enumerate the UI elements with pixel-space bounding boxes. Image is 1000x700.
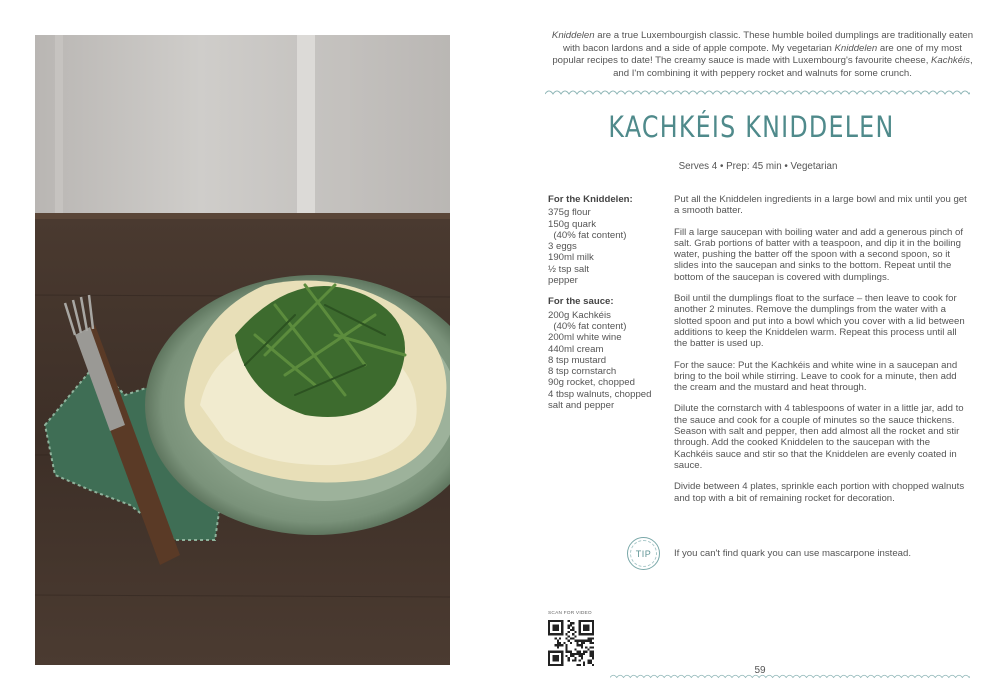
method-step: Put all the Kniddelen ingredients in a large bowl and mix until you get a smooth batter. — [674, 194, 967, 217]
ingredient-item: 8 tsp mustard — [548, 354, 607, 366]
recipe-title: KACHKÉIS KNIDDELEN — [608, 110, 895, 144]
ingredients-list-sauce — [548, 310, 658, 412]
ingredient-item: 190ml milk — [548, 252, 594, 264]
wave-divider-bottom — [610, 673, 970, 679]
method-step: Boil until the dumplings float to the surface – then leave to cook for another 2 minutes. Remove the dumplings from the water with a slotted spoon and put into a bowl which you cover with a lid between additions to keep the Kniddelen warm. Repeat this process until all the batter is used up. — [674, 293, 965, 350]
ingredient-item: 200g Kachkéis — [548, 309, 611, 321]
recipe-meta: Serves 4 • Prep: 45 min • Vegetarian — [678, 161, 838, 172]
method-step: Fill a large saucepan with boiling water and add a generous pinch of salt. Grab portions of batter with a teaspoon, and dip it in the boiling water, pushing the batter off the spoon with a second spoon, so it slides into the saucepan and sinks to the bottom. Repeat until the bottom of the saucepan is covered with dumplings. — [674, 226, 964, 283]
method-step: Divide between 4 plates, sprinkle each portion with chopped walnuts and top with a bit of remaining rocket for decoration. — [674, 481, 965, 504]
tip-badge-label: TIP — [635, 548, 652, 559]
intro-italic: Kachkéis — [931, 55, 970, 67]
qr-code[interactable] — [548, 620, 594, 666]
recipe-page — [500, 0, 1000, 700]
method-step: For the sauce: Put the Kachkéis and white wine in a saucepan and bring to the boil while stirring. Leave to cook for a minute, then add the cream and the mustard and heat through. — [674, 359, 958, 394]
ingredient-item: (40% fat content) — [548, 229, 627, 241]
ingredient-item: (40% fat content) — [548, 320, 627, 332]
intro-text: are a true Luxembourgish classic. These humble boiled dumplings are traditionally eaten with bacon lardons and a side of apple compote. My vegetarian — [563, 30, 974, 54]
intro-text: , and I'm combining it with peppery rocket and walnuts for some crunch. — [613, 55, 973, 79]
scan-label: SCAN FOR VIDEO — [548, 611, 592, 616]
ingredients-heading-kniddelen: For the Kniddelen: — [548, 194, 633, 205]
ingredient-item: salt and pepper — [548, 400, 615, 412]
intro-italic: Kniddelen — [834, 42, 878, 54]
ingredient-item: 8 tsp cornstarch — [548, 366, 617, 378]
intro-italic: Kniddelen — [551, 30, 595, 41]
ingredient-item: 440ml cream — [548, 343, 604, 355]
method-column — [674, 194, 969, 514]
wave-divider-top — [545, 88, 970, 96]
ingredient-item: 3 eggs — [548, 241, 577, 253]
method-step: Dilute the cornstarch with 4 tablespoons of water in a little jar, add to the sauce and cook for a couple of minutes so the sauce thickens. Season with salt and pepper, then add almost all the rocket and stir through. Add the cooked Kniddelen to the saucepan with the Kachkéis sauce and stir so that the Kniddelen are evenly coated in sauce. — [674, 403, 964, 471]
ingredients-column — [548, 194, 658, 411]
recipe-photo — [35, 35, 450, 665]
page-number: 59 — [754, 665, 766, 676]
ingredient-item: 4 tbsp walnuts, chopped — [548, 388, 652, 400]
ingredient-item: 150g quark — [548, 218, 597, 230]
intro-paragraph — [550, 30, 975, 80]
ingredient-item: ½ tsp salt — [548, 263, 590, 275]
ingredient-item: 200ml white wine — [548, 332, 622, 344]
intro-text: are one of my most popular recipes to date! The creamy sauce is made with Luxembourg's favourite cheese, — [552, 42, 962, 67]
ingredients-heading-sauce: For the sauce: — [548, 296, 614, 308]
tip-badge — [627, 537, 660, 570]
tip-text: If you can't find quark you can use mascarpone instead. — [674, 548, 912, 559]
ingredient-item: pepper — [548, 275, 578, 287]
ingredients-list-kniddelen — [548, 207, 658, 286]
ingredient-item: 90g rocket, chopped — [548, 377, 635, 389]
ingredient-item: 375g flour — [548, 207, 591, 219]
